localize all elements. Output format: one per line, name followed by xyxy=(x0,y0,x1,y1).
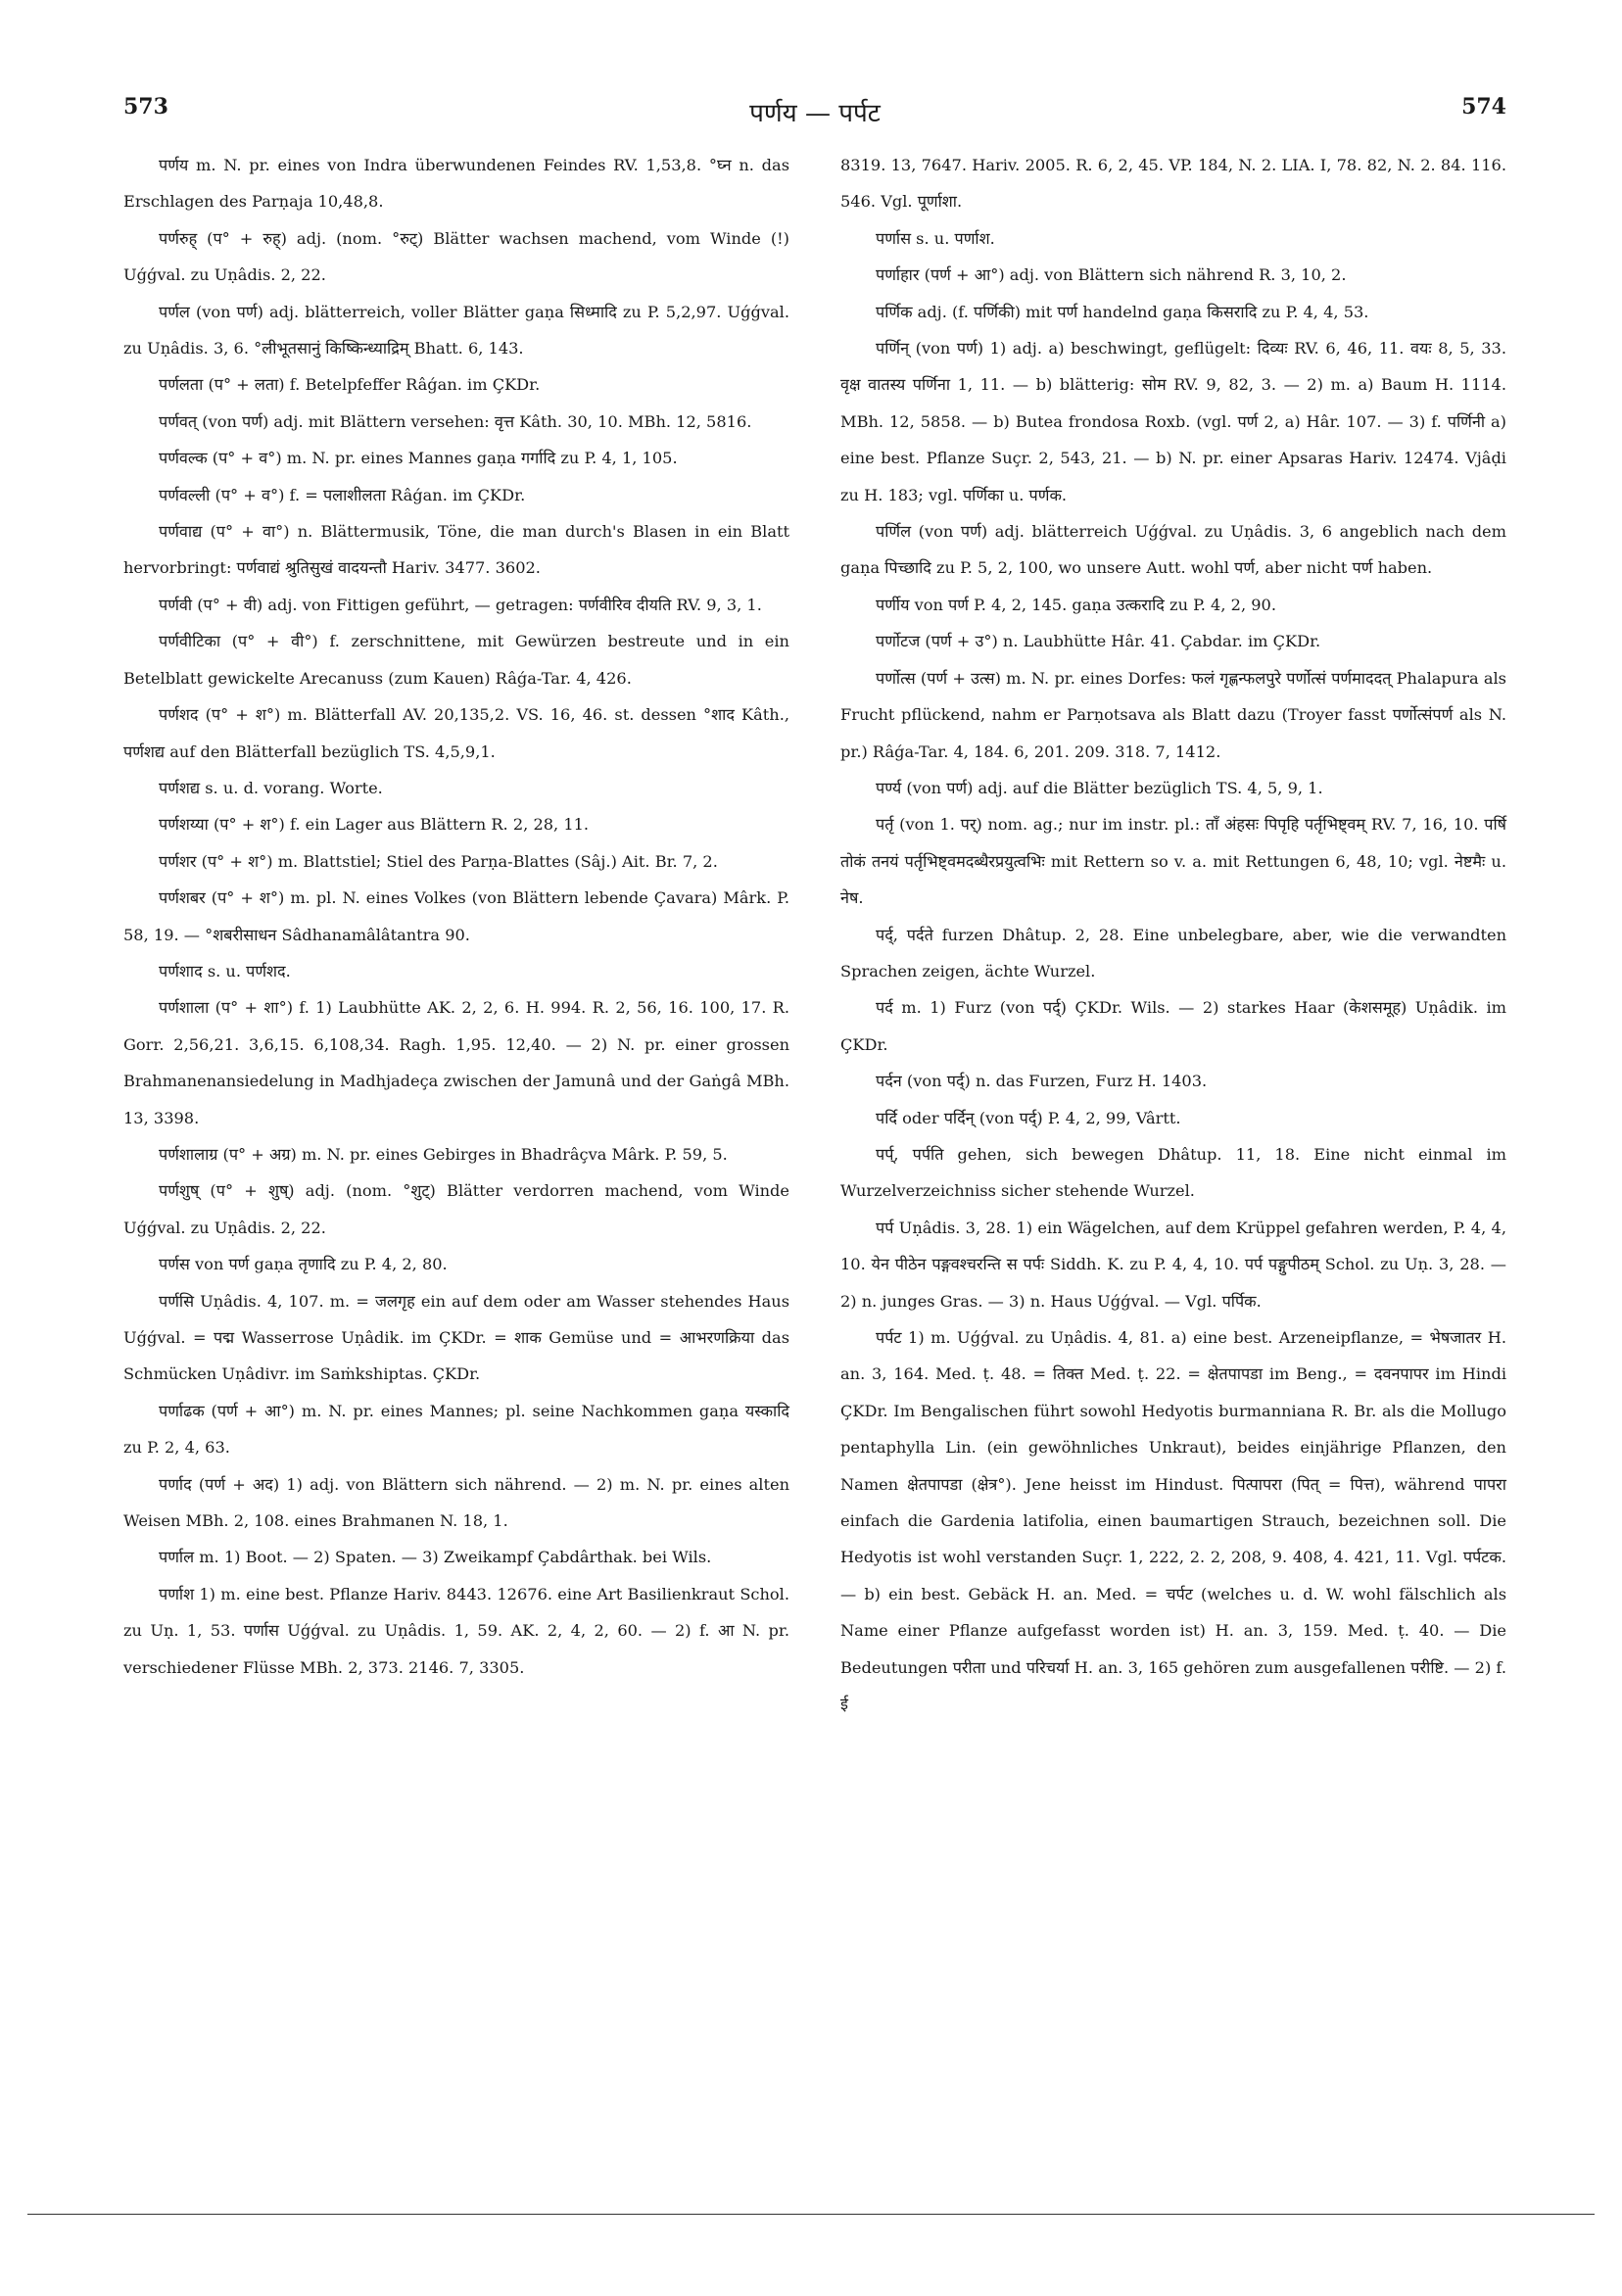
dictionary-entry: पर्णल (von पर्ण) adj. blätterreich, voller Blätter gaṇa सिध्मादि zu P. 5,2,97. Uǵǵval. zu Uṇâdis. 3, 6. °लीभूतसानुं किष्किन्ध्याद्रिम् Bhatt. 6, 143. xyxy=(123,302,789,359)
dictionary-entry: पर्णवी (प° + वी) adj. von Fittigen geführt, — getragen: पर्णवीरिव दीयति RV. 9, 3, 1. xyxy=(159,595,762,614)
right-column xyxy=(840,147,1506,1722)
footer-rule xyxy=(27,2214,1595,2215)
dictionary-entry: पर्णशय्या (प° + श°) f. ein Lager aus Blättern R. 2, 28, 11. xyxy=(159,815,590,835)
dictionary-entry: पर्णाहार (पर्ण + आ°) adj. von Blättern sich nährend R. 3, 10, 2. xyxy=(876,265,1347,285)
dictionary-entry: पर्दन (von पर्द्) n. das Furzen, Furz H. 1403. xyxy=(876,1072,1208,1091)
right-page-number: 574 xyxy=(1461,94,1506,120)
dictionary-entry: पर्णलता (प° + लता) f. Betelpfeffer Râǵan. im ÇKDr. xyxy=(159,375,541,395)
dictionary-entry: पर्ण्य (von पर्ण) adj. auf die Blätter bezüglich TS. 4, 5, 9, 1. xyxy=(876,778,1323,797)
dictionary-entry: पर्णशाला (प° + शा°) f. 1) Laubhütte AK. 2, 2, 6. H. 994. R. 2, 56, 16. 100, 17. R. Gorr. 2,56,21. 3,6,15. 6,108,34. Ragh. 1,95. 12,40. — 2) N. pr. einer grossen Brahmanenansiedelung in Madhjadeça zwischen der Jamunâ und der Gaṅgâ MBh. 13, 3398. xyxy=(123,998,789,1127)
dictionary-entry: पर्णशुष् (प° + शुष्) adj. (nom. °शुट्) Blätter verdorren machend, vom Winde Uǵǵval. zu Uṇâdis. 2, 22. xyxy=(123,1181,789,1237)
running-head: पर्णय — पर्पट xyxy=(749,99,881,128)
dictionary-entry: पर्णवल्क (प° + व°) m. N. pr. eines Mannes gaṇa गर्गादि zu P. 4, 1, 105. xyxy=(159,449,678,468)
left-column xyxy=(123,147,789,1686)
dictionary-entry: पर्तृ (von 1. पर्) nom. ag.; nur im instr. pl.: ताँ अंहसः पिपृहि पर्तृभिष्ट्वम् RV. 7, 16, 10. पर्षि तोकं तनयं पर्तृभिष्ट्वमदब्धैरप्रयुत्वभिः mit Rettern so v. a. mit Rettungen 6, 48, 10; vgl. नेष्टमैः u. नेष. xyxy=(840,815,1506,908)
dictionary-entry: पर्णवीटिका (प° + वी°) f. zerschnittene, mit Gewürzen bestreute und in ein Betelblatt gewickelte Arecanuss (zum Kauen) Râǵa-Tar. 4, 426. xyxy=(123,632,789,688)
dictionary-entry: पर्द्, पर्दते furzen Dhâtup. 2, 28. Eine unbelegbare, aber, wie die verwandten Sprachen zeigen, ächte Wurzel. xyxy=(840,925,1506,981)
dictionary-entry: पर्णवाद्य (प° + वा°) n. Blättermusik, Töne, die man durch's Blasen in ein Blatt hervorbringt: पर्णवाद्यं श्रुतिसुखं वादयन्तौ Hariv. 3477. 3602. xyxy=(123,522,789,578)
dictionary-entry: पर्णस von पर्ण gaṇa तृणादि zu P. 4, 2, 80. xyxy=(159,1255,448,1274)
dictionary-entry: पर्णवत् (von पर्ण) adj. mit Blättern versehen: वृत्त Kâth. 30, 10. MBh. 12, 5816. xyxy=(159,411,752,431)
dictionary-entry: पर्णशद्य s. u. d. vorang. Worte. xyxy=(159,778,383,797)
dictionary-entry: पर्णोत्स (पर्ण + उत्स) m. N. pr. eines Dorfes: फलं गृह्णन्फलपुरे पर्णोत्सं पर्णमाददत् Phalapura als Frucht pflückend, nahm er Parṇotsava als Blatt dazu (Troyer fasst पर्णोत्संपर्ण als N. pr.) Râǵa-Tar. 4, 184. 6, 201. 209. 318. 7, 1412. xyxy=(840,668,1506,761)
page-header xyxy=(123,94,1506,133)
dictionary-entry: पर्णिक adj. (f. पर्णिकी) mit पर्ण handelnd gaṇa किसरादि zu P. 4, 4, 53. xyxy=(876,302,1369,321)
dictionary-entry: पर्पट 1) m. Uǵǵval. zu Uṇâdis. 4, 81. a) eine best. Arzeneipflanze, = भेषजातर H. an. 3, 164. Med. ṭ. 48. = तिक्त Med. ṭ. 22. = क्षेतपापडा im Beng., = दवनपापर im Hindi ÇKDr. Im Bengalischen führt sowohl Hedyotis burmanniana R. Br. als die Mollugo pentaphylla Lin. (ein gewöhnliches Unkraut), beides einjährige Pflanzen, den Namen क्षेतपापडा (क्षेत्र°). Jene heisst im Hindust. पित्पापरा (पित् = पित्त), während पापरा einfach die Gardenia latifolia, einen baumartigen Strauch, bezeichnen soll. Die Hedyotis ist wohl verstanden Suçr. 1, 222, 2. 2, 208, 9. 408, 4. 421, 11. Vgl. पर्पटक. — b) ein best. Gebäck H. an. Med. = चर्पट (welches u. d. W. wohl fälschlich als Name einer Pflanze aufgefasst worden ist) H. an. 3, 159. Med. ṭ. 40. — Die Bedeutungen परीता und परिचर्या H. an. 3, 165 gehören zum ausgefallenen परीष्टि. — 2) f. ई xyxy=(840,1328,1506,1714)
dictionary-entry: पर्णास s. u. पर्णाश. xyxy=(876,228,995,248)
dictionary-entry: पर्णीय von पर्ण P. 4, 2, 145. gaṇa उत्करादि zu P. 4, 2, 90. xyxy=(876,595,1276,614)
dictionary-entry: पर्णाद (पर्ण + अद) 1) adj. von Blättern sich nährend. — 2) m. N. pr. eines alten Weisen MBh. 2, 108. eines Brahmanen N. 18, 1. xyxy=(123,1474,789,1531)
dictionary-entry: पर्दि oder पर्दिन् (von पर्द्) P. 4, 2, 99, Vârtt. xyxy=(876,1108,1181,1127)
dictionary-entry: पर्णाढक (पर्ण + आ°) m. N. pr. eines Mannes; pl. seine Nachkommen gaṇa यस्कादि zu P. 2, 4, 63. xyxy=(123,1401,789,1458)
dictionary-entry: पर्णसि Uṇâdis. 4, 107. m. = जलगृह ein auf dem oder am Wasser stehendes Haus Uǵǵval. = पद्म Wasserrose Uṇâdik. im ÇKDr. = शाक Gemüse und = आभरणक्रिया das Schmücken Uṇâdivr. im Saṁkshiptas. ÇKDr. xyxy=(123,1291,789,1384)
dictionary-entry: 8319. 13, 7647. Hariv. 2005. R. 6, 2, 45. VP. 184, N. 2. LIA. I, 78. 82, N. 2. 84. 116. 546. Vgl. पूर्णाशा. xyxy=(840,156,1506,212)
dictionary-entry: पर्णिन् (von पर्ण) 1) adj. a) beschwingt, geflügelt: दिव्यः RV. 6, 46, 11. वयः 8, 5, 33. वृक्ष वातस्य पर्णिना 1, 11. — b) blätterig: सोम RV. 9, 82, 3. — 2) m. a) Baum H. 1114. MBh. 12, 5858. — b) Butea frondosa Roxb. (vgl. पर्ण 2, a) Hâr. 107. — 3) f. पर्णिनी a) eine best. Pflanze Suçr. 2, 543, 21. — b) N. pr. einer Apsaras Hariv. 12474. Vjâḍi zu H. 183; vgl. पर्णिका u. पर्णक. xyxy=(840,339,1506,504)
dictionary-entry: पर्णाल m. 1) Boot. — 2) Spaten. — 3) Zweikampf Çabdârthak. bei Wils. xyxy=(159,1548,712,1567)
dictionary-entry: पर्प्, पर्पति gehen, sich bewegen Dhâtup. 11, 18. Eine nicht einmal im Wurzelverzeichniss sicher stehende Wurzel. xyxy=(840,1144,1506,1201)
dictionary-entry: पर्णाश 1) m. eine best. Pflanze Hariv. 8443. 12676. eine Art Basilienkraut Schol. zu Uṇ. 1, 53. पर्णास Uǵǵval. zu Uṇâdis. 1, 59. AK. 2, 4, 2, 60. — 2) f. आ N. pr. verschiedener Flüsse MBh. 2, 373. 2146. 7, 3305. xyxy=(123,1584,789,1677)
dictionary-entry: पर्णशबर (प° + श°) m. pl. N. eines Volkes (von Blättern lebende Çavara) Mârk. P. 58, 19. — °शबरीसाधन Sâdhanamâlâtantra 90. xyxy=(123,888,789,944)
left-page-number: 573 xyxy=(123,94,168,120)
dictionary-entry: पर्णय m. N. pr. eines von Indra überwundenen Feindes RV. 1,53,8. °घ्न n. das Erschlagen des Parṇaja 10,48,8. xyxy=(123,156,789,212)
dictionary-entry: पर्णोटज (पर्ण + उ°) n. Laubhütte Hâr. 41. Çabdar. im ÇKDr. xyxy=(876,632,1321,651)
dictionary-entry: पर्णशर (प° + श°) m. Blattstiel; Stiel des Parṇa-Blattes (Sâj.) Ait. Br. 7, 2. xyxy=(159,851,718,871)
dictionary-entry: पर्णशद (प° + श°) m. Blätterfall AV. 20,135,2. VS. 16, 46. st. dessen °शाद Kâth., पर्णशद्य auf den Blätterfall bezüglich TS. 4,5,9,1. xyxy=(123,705,789,761)
dictionary-entry: पर्णरुह् (प° + रुह्) adj. (nom. °रुट्) Blätter wachsen machend, vom Winde (!) Uǵǵval. zu Uṇâdis. 2, 22. xyxy=(123,228,789,285)
dictionary-entry: पर्प Uṇâdis. 3, 28. 1) ein Wägelchen, auf dem Krüppel gefahren werden, P. 4, 4, 10. येन पीठेन पङ्गवश्चरन्ति स पर्पः Siddh. K. zu P. 4, 4, 10. पर्प पङ्गुपीठम् Schol. zu Uṇ. 3, 28. — 2) n. junges Gras. — 3) n. Haus Uǵǵval. — Vgl. पर्पिक. xyxy=(840,1218,1506,1311)
dictionary-entry: पर्णवल्ली (प° + व°) f. = पलाशीलता Râǵan. im ÇKDr. xyxy=(159,485,526,504)
dictionary-entry: पर्द m. 1) Furz (von पर्द्) ÇKDr. Wils. — 2) starkes Haar (केशसमूह) Uṇâdik. im ÇKDr. xyxy=(840,998,1506,1054)
dictionary-entry: पर्णिल (von पर्ण) adj. blätterreich Uǵǵval. zu Uṇâdis. 3, 6 angeblich nach dem gaṇa पिच्छादि zu P. 5, 2, 100, wo unsere Autt. wohl पर्ण, aber nicht पर्ण haben. xyxy=(840,522,1506,578)
dictionary-entry: पर्णशालाग्र (प° + अग्र) m. N. pr. eines Gebirges in Bhadrâçva Mârk. P. 59, 5. xyxy=(159,1144,728,1164)
dictionary-entry: पर्णशाद s. u. पर्णशद. xyxy=(159,961,291,981)
